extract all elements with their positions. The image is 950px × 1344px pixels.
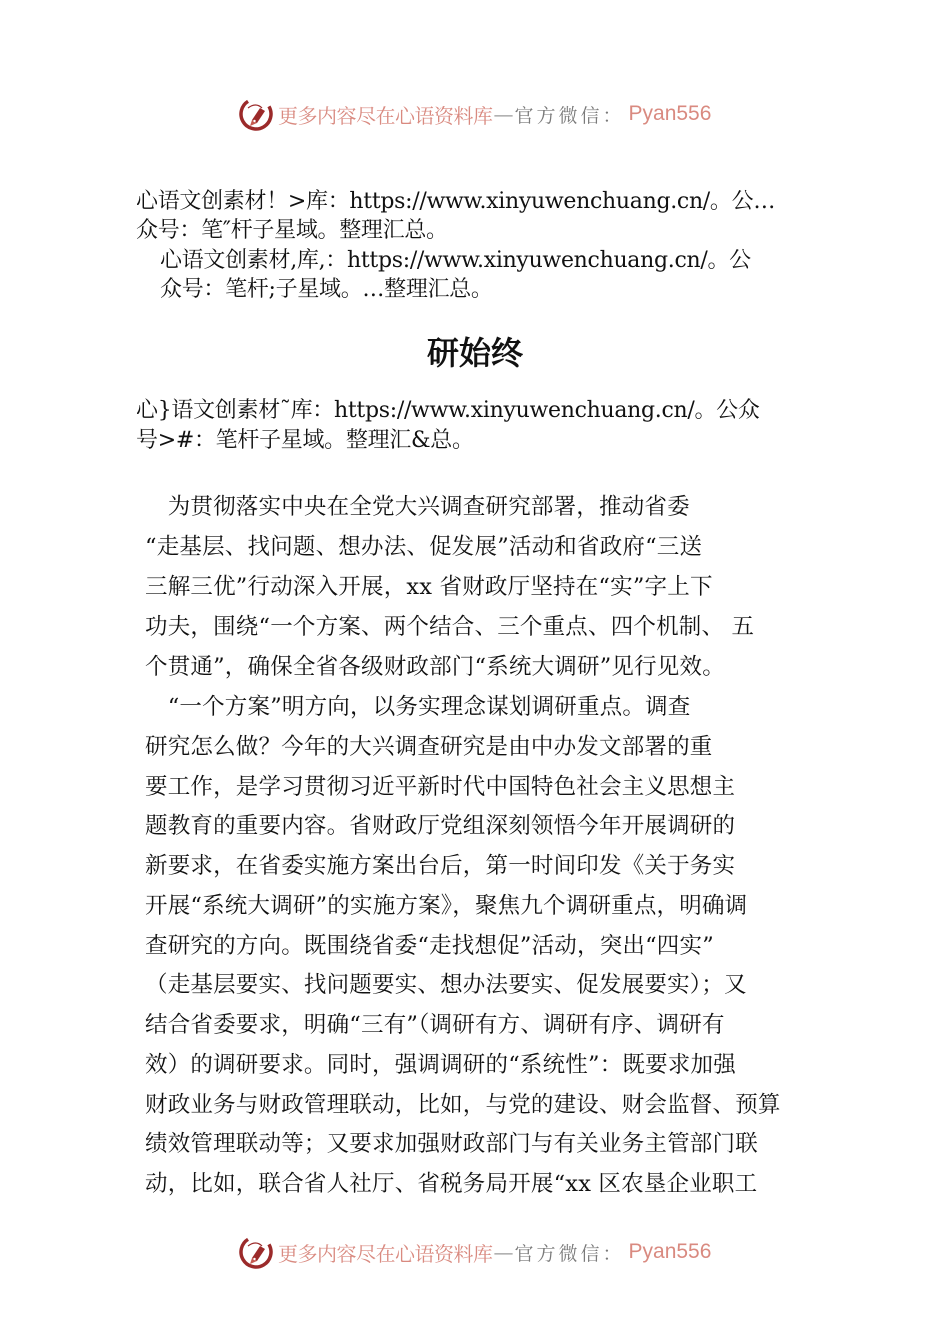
- body-line: 查研究的方向。既围绕省委“走找想促”活动，突出“四实”: [145, 933, 714, 959]
- promo-text: 更多内容尽在心语资料库: [278, 1241, 493, 1266]
- body-line: 绩效管理联动等；又要求加强财政部门与有关业务主管部门联: [145, 1131, 758, 1157]
- watermark-line: 心语文创素材,库,：https://www.xinyuwenchuang.cn/。公: [160, 248, 751, 273]
- body-line: 研究怎么做？今年的大兴调查研究是由中办发文部署的重: [145, 734, 713, 760]
- document-title: 研始终: [426, 334, 523, 372]
- watermark-line: 众号：笔杆;子星域。…整理汇总。: [160, 277, 493, 302]
- pen-nib-logo-icon: [238, 1234, 274, 1270]
- body-line: 结合省委要求，明确“三有”（调研有方、调研有序、调研有: [145, 1012, 725, 1038]
- wechat-label: 官方微信：: [514, 1242, 625, 1265]
- body-line: 个贯通”，确保全省各级财政部门“系统大调研”见行见效。: [145, 654, 725, 680]
- body-line: 为贯彻落实中央在全党大兴调查研究部署，推动省委: [145, 494, 690, 520]
- wechat-id: Pyan556: [628, 1240, 712, 1263]
- promo-text: 更多内容尽在心语资料库: [278, 103, 493, 128]
- body-line: “一个方案”明方向，以务实理念谋划调研重点。调查: [145, 694, 691, 720]
- body-line: 功夫，围绕“一个方案、两个结合、三个重点、四个机制、 五: [145, 614, 755, 640]
- header-banner: [238, 94, 711, 134]
- body-line: 题教育的重要内容。省财政厅党组深刻领悟今年开展调研的: [145, 813, 736, 839]
- watermark-line: 心}语文创素材˜库：https://www.xinyuwenchuang.cn/。公众: [136, 398, 760, 423]
- banner-dash: —: [493, 1240, 514, 1264]
- wechat-id: Pyan556: [628, 102, 712, 125]
- body-line: 三解三优”行动深入开展，xx 省财政厅坚持在“实”字上下: [145, 574, 713, 600]
- wechat-label: 官方微信：: [514, 104, 625, 127]
- watermark-line: 心语文创素材！>库：https://www.xinyuwenchuang.cn/。公…: [136, 189, 776, 214]
- body-line: 财政业务与财政管理联动，比如，与党的建设、财会监督、预算: [145, 1092, 781, 1118]
- body-line: “走基层、找问题、想办法、促发展”活动和省政府“三送: [145, 534, 703, 560]
- body-line: 新要求，在省委实施方案出台后，第一时间印发《关于务实: [145, 853, 736, 879]
- watermark-line: 号>#：笔杆子星域。整理汇&总。: [136, 428, 474, 453]
- body-line: 要工作，是学习贯彻习近平新时代中国特色社会主义思想主: [145, 774, 736, 800]
- body-line: （走基层要实、找问题要实、想办法要实、促发展要实）；又: [145, 972, 747, 998]
- body-line: 动，比如，联合省人社厅、省税务局开展“xx 区农垦企业职工: [145, 1171, 758, 1197]
- banner-dash: —: [493, 102, 514, 126]
- body-line: 效）的调研要求。同时，强调调研的“系统性”：既要求加强: [145, 1052, 736, 1078]
- footer-banner: [238, 1232, 711, 1272]
- watermark-line: 众号：笔″杆子星域。整理汇总。: [136, 218, 448, 243]
- pen-nib-logo-icon: [238, 96, 274, 132]
- body-line: 开展“系统大调研”的实施方案》，聚焦九个调研重点，明确调: [145, 893, 748, 919]
